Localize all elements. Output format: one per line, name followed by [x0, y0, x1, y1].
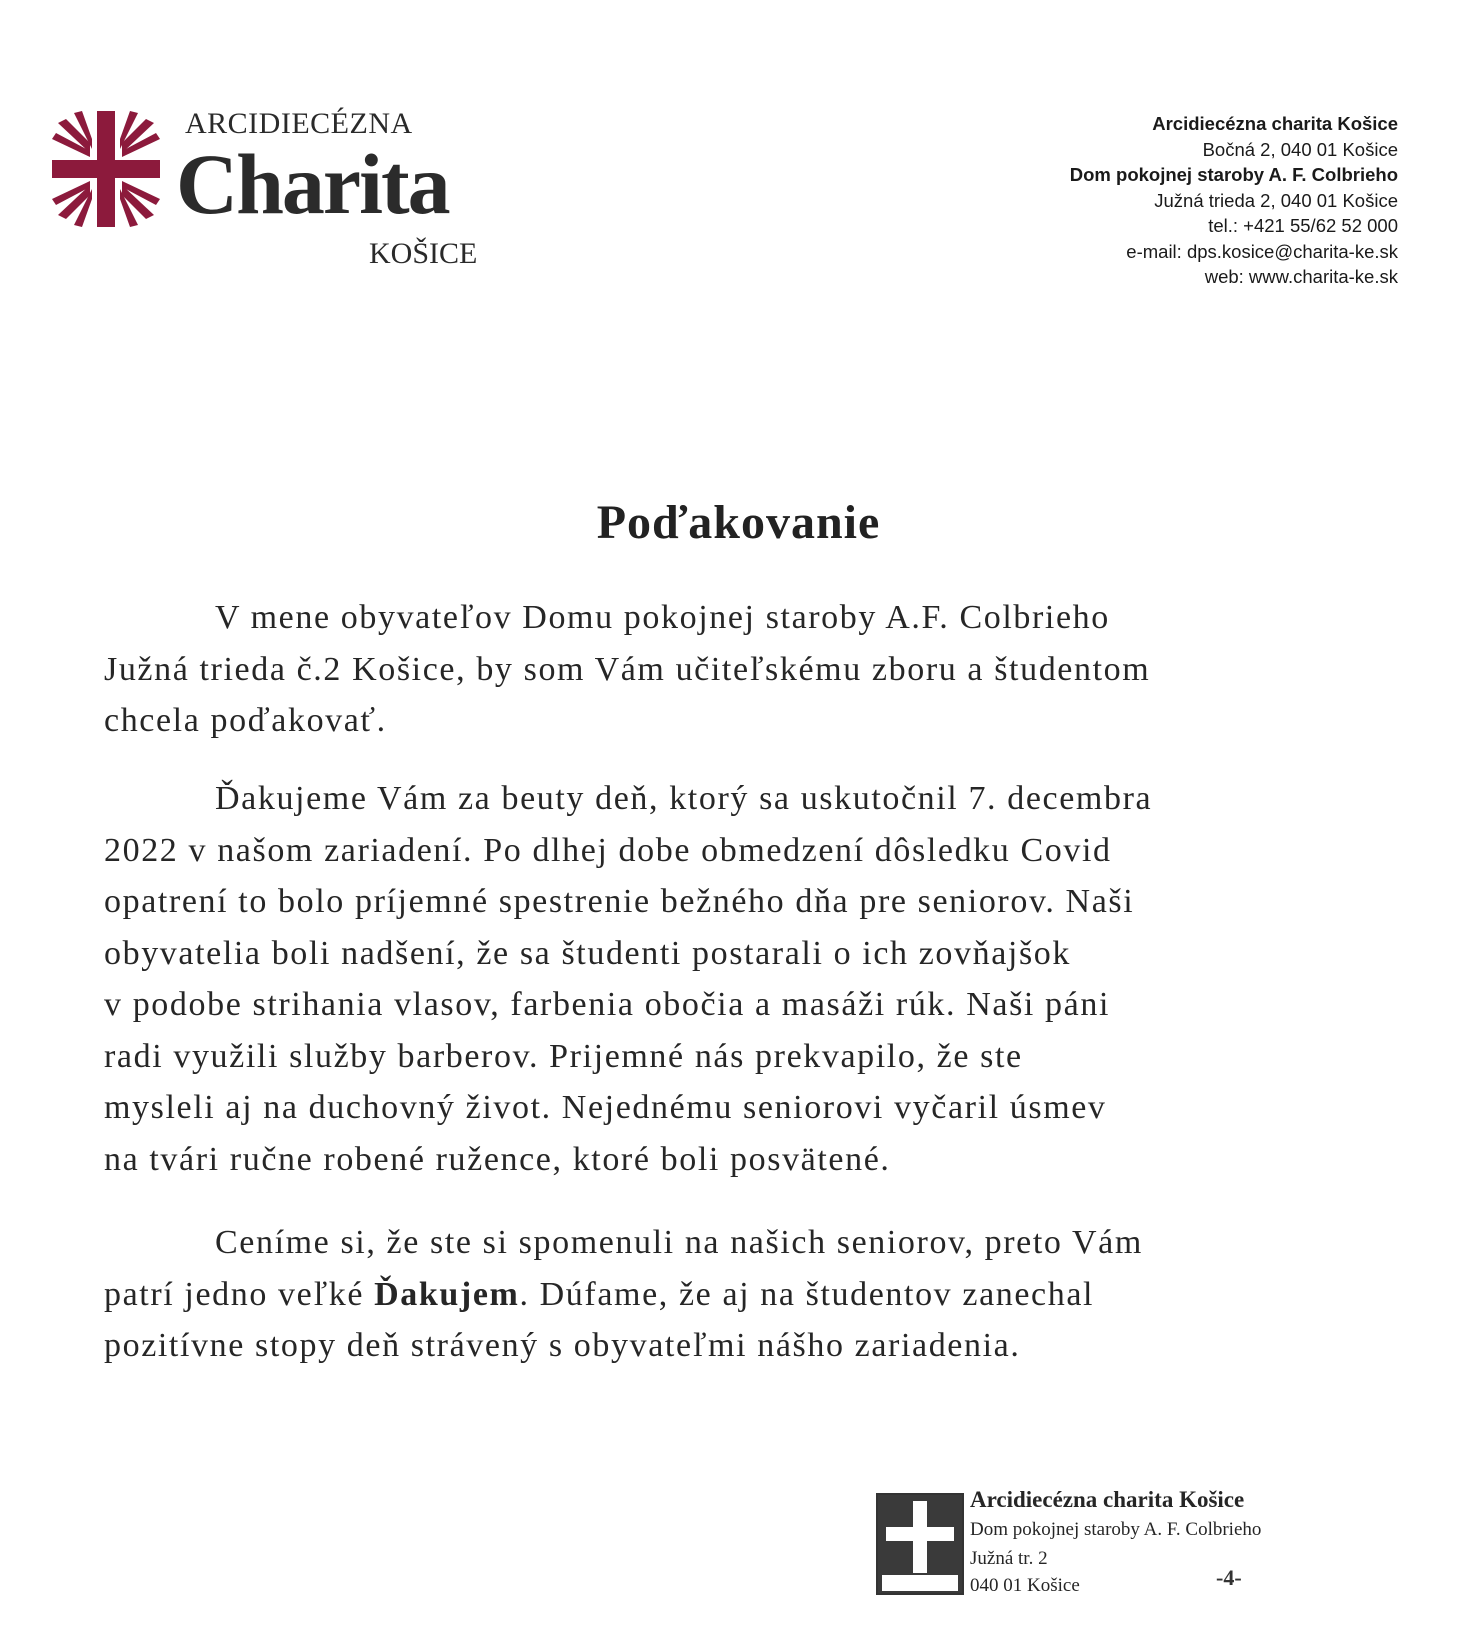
facility-address: Južná trieda 2, 040 01 Košice	[1154, 189, 1398, 211]
stamp-line: 040 01 Košice	[970, 1575, 1080, 1596]
paragraph-2	[104, 773, 1394, 1185]
organization-stamp	[876, 1485, 1262, 1605]
email: e-mail: dps.kosice@charita-ke.sk	[1126, 240, 1398, 262]
logo-top-line: ARCIDIECÉZNA	[185, 107, 413, 140]
paragraph-line: opatrení to bolo príjemné spestrenie bežného dňa pre seniorov. Naši	[104, 883, 1135, 920]
stamp-line: Južná tr. 2	[970, 1548, 1048, 1569]
facility-name: Dom pokojnej staroby A. F. Colbrieho	[1069, 164, 1398, 185]
org-address: Bočná 2, 040 01 Košice	[1202, 138, 1398, 160]
paragraph-3	[104, 1217, 1394, 1372]
paragraph-line	[104, 1269, 1394, 1321]
paragraph-line: Južná trieda č.2 Košice, by som Vám učiteľskému zboru a študentom	[104, 650, 1151, 688]
stamp-caritas-icon	[876, 1493, 964, 1595]
stamp-line: Arcidiecézna charita Košice	[970, 1487, 1245, 1512]
phone: tel.: +421 55/62 52 000	[1208, 215, 1398, 236]
stamp-line: Dom pokojnej staroby A. F. Colbrieho	[970, 1519, 1262, 1540]
paragraph-line: Ceníme si, že ste si spomenuli na našich seniorov, preto Vám	[215, 1224, 1143, 1261]
logo-wordmark: Charita	[176, 136, 449, 232]
paragraph-line: na tvári ručne robené ružence, ktoré boli posvätené.	[104, 1140, 891, 1178]
caritas-cross-icon	[52, 111, 160, 227]
letter-title: Poďakovanie	[596, 496, 881, 549]
website: web: www.charita-ke.sk	[1204, 266, 1398, 287]
paragraph-1	[104, 592, 1394, 747]
paragraph-line: Ďakujeme Vám za beuty deň, ktorý sa uskutočnil 7. decembra	[215, 780, 1153, 817]
logo-bottom-line: KOŠICE	[369, 237, 478, 270]
paragraph-line: 2022 v našom zariadení. Po dlhej dobe obmedzení dôsledku Covid	[104, 831, 1112, 869]
thank-you-emphasis: Ďakujem	[374, 1275, 520, 1313]
contact-block	[1070, 111, 1398, 290]
paragraph-line: mysleli aj na duchovný život. Nejednému seniorovi vyčaril úsmev	[104, 1089, 1107, 1126]
paragraph-line: obyvatelia boli nadšení, že sa študenti postarali o ich zovňajšok	[104, 934, 1071, 972]
paragraph-line: radi využili služby barberov. Prijemné nás prekvapilo, že ste	[104, 1037, 1023, 1075]
text-segment: patrí jedno veľké	[104, 1275, 375, 1313]
charita-logo	[52, 105, 482, 285]
paragraph-line: pozitívne stopy deň strávený s obyvateľmi nášho zariadenia.	[104, 1327, 1021, 1364]
stamp-number: -4-	[1216, 1565, 1242, 1590]
paragraph-line: chcela poďakovať.	[104, 702, 387, 739]
paragraph-line: V mene obyvateľov Domu pokojnej staroby A.F. Colbrieho	[215, 599, 1110, 636]
paragraph-line: v podobe strihania vlasov, farbenia obočia a masáži rúk. Naši páni	[104, 986, 1110, 1023]
text-segment: . Dúfame, že aj na študentov zanechal	[519, 1275, 1095, 1313]
org-name: Arcidiecézna charita Košice	[1152, 113, 1398, 134]
